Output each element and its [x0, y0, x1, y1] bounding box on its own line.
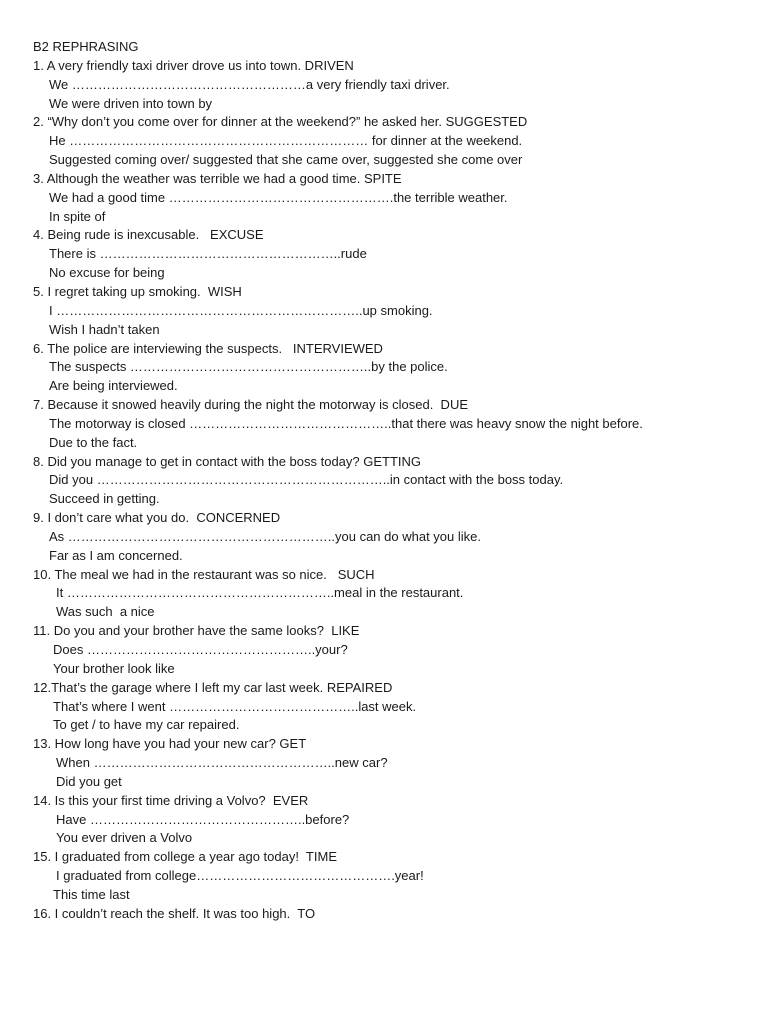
question-15: 15. I graduated from college a year ago today! TIME: [33, 849, 337, 865]
question-12: 12.That’s the garage where I left my car last week. REPAIRED: [33, 679, 393, 695]
question-9: 9. I don’t care what you do. CONCERNED: [33, 510, 281, 526]
sentence-12: That’s where I went ……………………………………..last week.: [53, 698, 417, 714]
answer-5: Wish I hadn’t taken: [49, 321, 160, 337]
sentence-10: It ……………………………………………………..meal in the restaurant.: [56, 585, 464, 601]
sentence-11: Does ……………………………………………..your?: [53, 642, 348, 657]
answer-7: Due to the fact.: [49, 434, 138, 450]
question-4: 4. Being rude is inexcusable. EXCUSE: [33, 227, 264, 243]
answer-12: To get / to have my car repaired.: [53, 717, 240, 733]
sentence-5: I ……………………………………………………………..up smoking.: [49, 302, 433, 318]
sentence-9: As ……………………………………………………..you can do what you like.: [49, 528, 481, 544]
question-16: 16. I couldn’t reach the shelf. It was too high. TO: [33, 905, 316, 921]
answer-11: Your brother look like: [53, 660, 175, 676]
question-5: 5. I regret taking up smoking. WISH: [33, 283, 242, 299]
sentence-13: When ………………………………………………..new car?: [56, 755, 388, 771]
sentence-6: The suspects ………………………………………………..by the police.: [49, 359, 448, 375]
question-14: 14. Is this your first time driving a Volvo? EVER: [33, 792, 309, 808]
sentence-7: The motorway is closed ………………………………………..that there was heavy snow the night before.: [49, 415, 643, 431]
answer-15: This time last: [53, 886, 130, 902]
answer-14: You ever driven a Volvo: [56, 830, 193, 846]
question-3: 3. Although the weather was terrible we had a good time. SPITE: [33, 170, 402, 186]
sentence-8: Did you …………………………………………………………..in contact with the boss today.: [49, 472, 564, 488]
question-13: 13. How long have you had your new car? GET: [33, 736, 307, 752]
answer-10: Was such a nice: [56, 604, 155, 620]
answer-8: Succeed in getting.: [49, 491, 160, 507]
answer-3: In spite of: [49, 208, 106, 224]
sentence-1: We ………………………………………………a very friendly taxi driver.: [49, 76, 450, 92]
answer-13: Did you get: [56, 773, 122, 789]
answer-4: No excuse for being: [49, 265, 165, 281]
worksheet-title: B2 REPHRASING: [33, 39, 139, 54]
answer-2: Suggested coming over/ suggested that she came over, suggested she come over: [49, 152, 523, 168]
sentence-15: I graduated from college……………………………………….year!: [56, 868, 424, 884]
sentence-4: There is ………………………………………………..rude: [49, 246, 367, 262]
question-6: 6. The police are interviewing the suspects. INTERVIEWED: [33, 340, 383, 356]
question-8: 8. Did you manage to get in contact with the boss today? GETTING: [33, 453, 422, 469]
sentence-3: We had a good time …………………………………………….the terrible weather.: [49, 189, 508, 205]
sentence-14: Have …………………………………………..before?: [56, 811, 350, 827]
answer-9: Far as I am concerned.: [49, 547, 183, 563]
answer-6: Are being interviewed.: [49, 378, 178, 394]
worksheet: [0, 38, 768, 924]
question-2: 2. “Why don’t you come over for dinner at the weekend?” he asked her. SUGGESTED: [33, 114, 528, 130]
question-10: 10. The meal we had in the restaurant was so nice. SUCH: [33, 566, 375, 582]
answer-1: We were driven into town by: [49, 95, 213, 111]
question-1: 1. A very friendly taxi driver drove us into town. DRIVEN: [33, 57, 354, 73]
sentence-2: He …………………………………………………………… for dinner at the weekend.: [49, 133, 523, 149]
question-11: 11. Do you and your brother have the same looks? LIKE: [33, 623, 360, 639]
question-7: 7. Because it snowed heavily during the night the motorway is closed. DUE: [33, 397, 469, 413]
